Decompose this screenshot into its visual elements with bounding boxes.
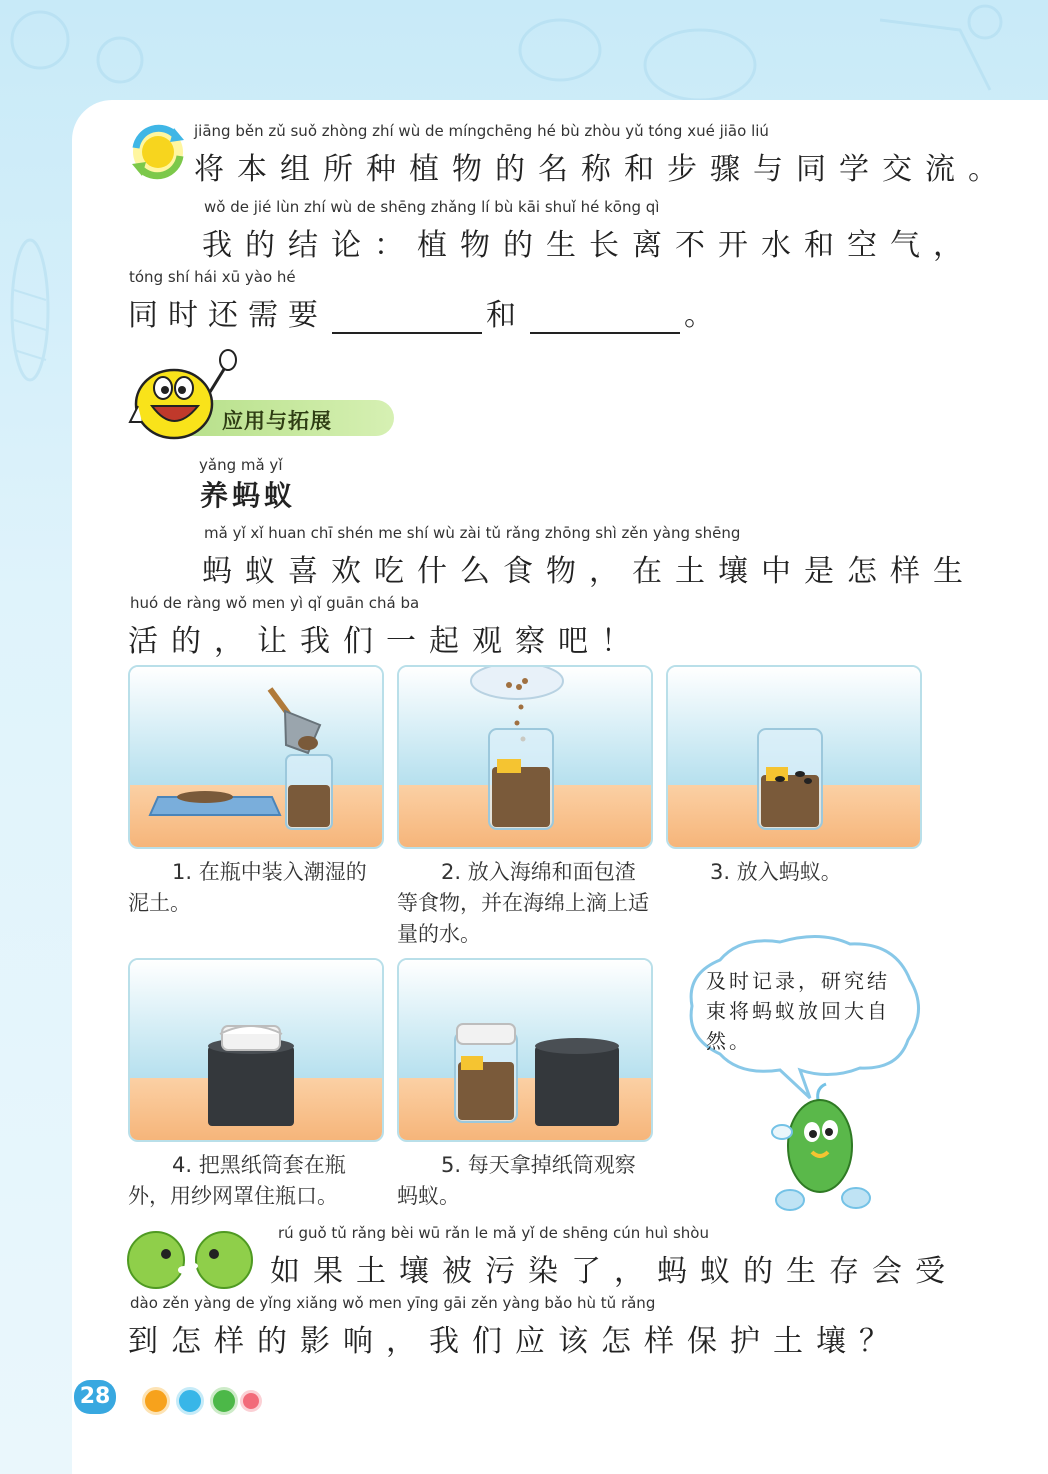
bubble-tip-text: 及时记录，研究结束将蚂蚁放回大自然。 [706, 969, 890, 1053]
caption-line: 5. 每天拿掉纸筒观察 [441, 1153, 636, 1177]
fill-in-text-b: 和 [486, 298, 526, 333]
decor-dot-orange [142, 1387, 170, 1415]
step-5-caption [397, 1150, 655, 1212]
step-1-caption [128, 857, 386, 919]
step-4-caption [128, 1150, 386, 1212]
page-number: 28 [74, 1380, 116, 1414]
question-text: 如果土壤被污染了，蚂蚁的生存会受 [270, 1254, 958, 1289]
caption-line: 泥土。 [128, 891, 191, 915]
decor-dot-blue [176, 1387, 204, 1415]
discussion-beans-icon [126, 1230, 256, 1292]
discussion-prompt: 将本组所种植物的名称和步骤与同学交流。 [194, 152, 1011, 187]
activity-intro: 活的，让我们一起观察吧！ [128, 624, 644, 659]
answer-blank-2[interactable] [530, 302, 680, 334]
smiley-mascot-icon [128, 344, 238, 444]
step-3-caption [666, 857, 924, 888]
conclusion-fill-in [128, 290, 724, 334]
pinyin-line: huó de ràng wǒ men yì qǐ guān chá ba [130, 594, 420, 612]
pinyin-line: dào zěn yàng de yǐng xiǎng wǒ men yīng gāi zěn yàng bǎo hù tǔ rǎng [130, 1294, 656, 1312]
step-1-illustration [128, 665, 384, 849]
caption-line: 外，用纱网罩住瓶口。 [128, 1184, 338, 1208]
pinyin-line: tóng shí hái xū yào hé [129, 268, 296, 286]
caption-line: 蚂蚁。 [397, 1184, 460, 1208]
step-4-illustration [128, 958, 384, 1142]
pinyin-line: rú guǒ tǔ rǎng bèi wū rǎn le mǎ yǐ de shēng cún huì shòu [278, 1224, 709, 1242]
caption-line: 1. 在瓶中装入潮湿的 [172, 860, 367, 884]
activity-title: 养蚂蚁 [200, 479, 297, 512]
conclusion-text: 我的结论：植物的生长离不开水和空气， [202, 228, 976, 263]
caption-line: 4. 把黑纸筒套在瓶 [172, 1153, 346, 1177]
exchange-arrows-icon [128, 122, 188, 182]
pinyin-line: yǎng mǎ yǐ [199, 456, 283, 474]
fill-in-text-a: 同时还需要 [128, 298, 328, 333]
bean-mascot-icon [758, 1080, 888, 1220]
step-3-illustration [666, 665, 922, 849]
activity-intro: 蚂蚁喜欢吃什么食物，在土壤中是怎样生 [202, 554, 976, 589]
decor-dot-green [210, 1387, 238, 1415]
pinyin-line: mǎ yǐ xǐ huan chī shén me shí wù zài tǔ rǎng zhōng shì zěn yàng shēng [204, 524, 741, 542]
background-sketch-decoration [0, 0, 1048, 110]
step-2-caption [397, 857, 655, 950]
caption-line: 等食物，并在海绵上滴上适量的水。 [397, 891, 649, 946]
caption-line: 3. 放入蚂蚁。 [710, 860, 842, 884]
decor-dot-pink [240, 1390, 262, 1412]
step-5-illustration [397, 958, 653, 1142]
fill-in-text-c: 。 [684, 298, 724, 333]
section-title: 应用与拓展 [222, 409, 332, 433]
pinyin-line: wǒ de jié lùn zhí wù de shēng zhǎng lí bù kāi shuǐ hé kōng qì [204, 198, 660, 216]
pinyin-line: jiāng běn zǔ suǒ zhòng zhí wù de míngchēng hé bù zhòu yǔ tóng xué jiāo liú [194, 122, 769, 140]
caption-line: 2. 放入海绵和面包渣 [441, 860, 636, 884]
question-text: 到怎样的影响，我们应该怎样保护土壤？ [128, 1324, 902, 1359]
step-2-illustration [397, 665, 653, 849]
corn-sketch-decoration [0, 190, 72, 450]
answer-blank-1[interactable] [332, 302, 482, 334]
